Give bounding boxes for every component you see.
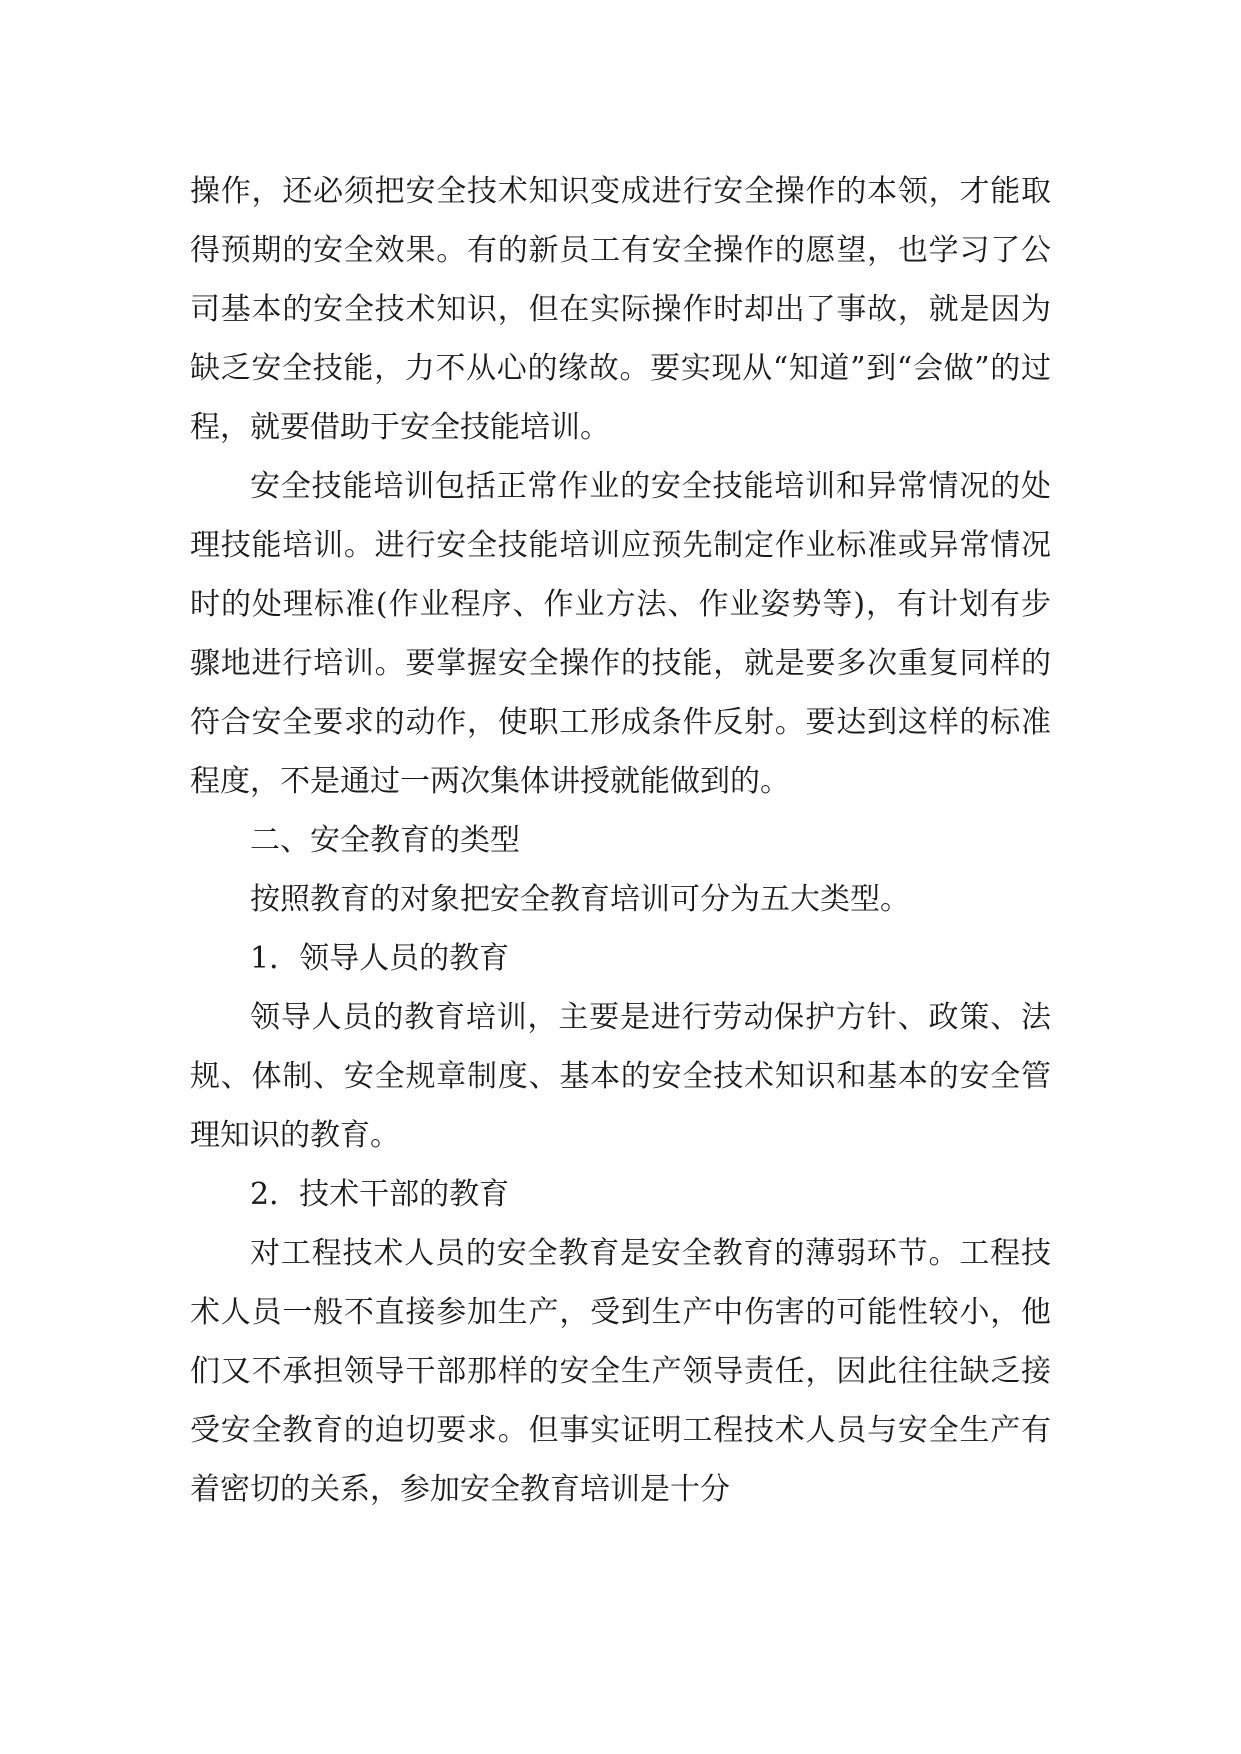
paragraph-leader-education: 领导人员的教育培训，主要是进行劳动保护方针、政策、法规、体制、安全规章制度、基本的安全技术知识和基本的安全管理知识的教育。 (190, 1000, 1051, 1153)
paragraph-five-types: 按照教育的对象把安全教育培训可分为五大类型。 (250, 882, 910, 917)
subheading-leader-education: 1．领导人员的教育 (250, 941, 510, 976)
paragraph-skill-continuation: 操作，还必须把安全技术知识变成进行安全操作的本领，才能取得预期的安全效果。有的新员工有安全操作的愿望，也学习了公司基本的安全技术知识，但在实际操作时却出了事故，就是因为缺乏安全技能，力不从心的缘故。要实现从“知道”到“会做”的过程，就要借助于安全技能培训。 (190, 174, 1051, 445)
paragraph-technical-cadre-education: 对工程技术人员的安全教育是安全教育的薄弱环节。工程技术人员一般不直接参加生产，受到生产中伤害的可能性较小，他们又不承担领导干部那样的安全生产领导责任，因此往往缺乏接受安全教育的迫切要求。但事实证明工程技术人员与安全生产有着密切的关系，参加安全教育培训是十分 (190, 1236, 1051, 1507)
document-page (190, 162, 1051, 1519)
section-heading-education-types: 二、安全教育的类型 (250, 823, 520, 858)
paragraph-skill-training: 安全技能培训包括正常作业的安全技能培训和异常情况的处理技能培训。进行安全技能培训应预先制定作业标准或异常情况时的处理标准(作业程序、作业方法、作业姿势等)，有计划有步骤地进行培训。要掌握安全操作的技能，就是要多次重复同样的符合安全要求的动作，使职工形成条件反射。要达到这样的标准程度，不是通过一两次集体讲授就能做到的。 (190, 469, 1051, 799)
subheading-technical-cadre-education: 2．技术干部的教育 (250, 1177, 510, 1212)
